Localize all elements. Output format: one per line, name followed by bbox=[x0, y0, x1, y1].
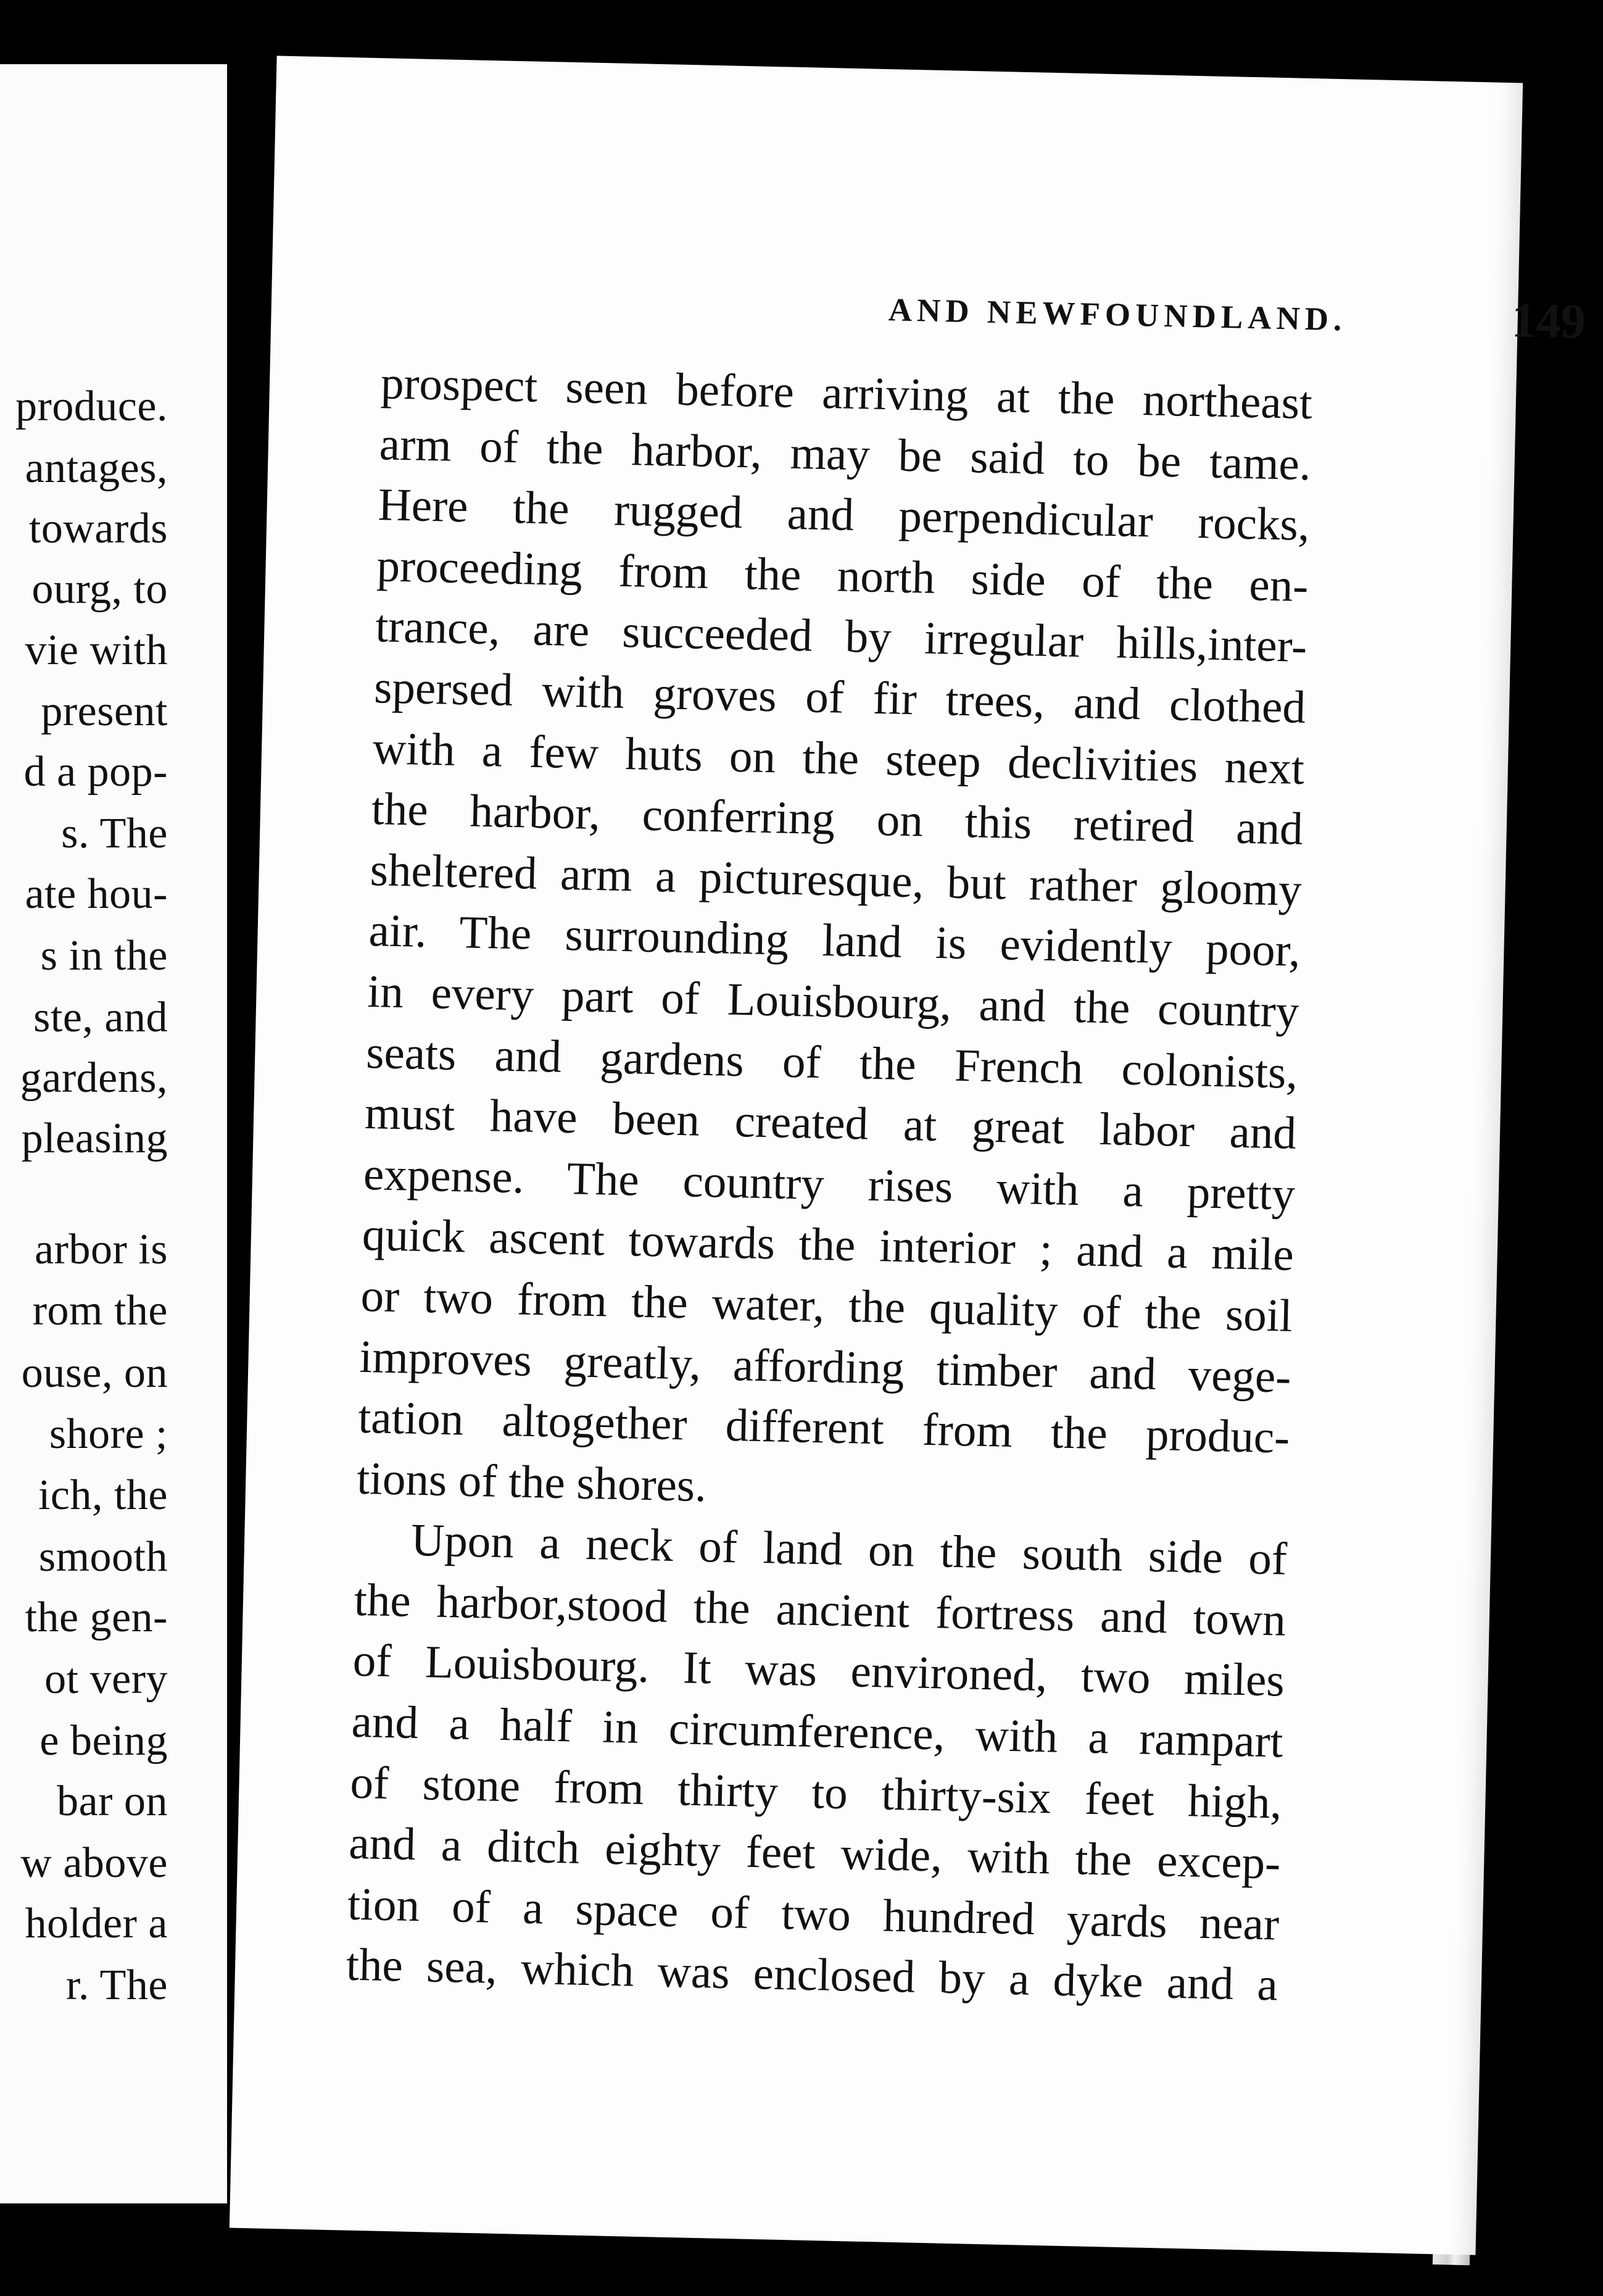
left-page-line: shore ; bbox=[49, 1410, 168, 1458]
left-page-line: the gen- bbox=[25, 1594, 168, 1641]
text-line: quick ascent towards the interior ; and a mile bbox=[362, 1209, 1294, 1281]
text-line: tation altogether different from the produc- bbox=[357, 1391, 1291, 1463]
left-page-line: bar on bbox=[57, 1778, 168, 1825]
left-page-line: s. The bbox=[61, 810, 168, 857]
left-page-line: gardens, bbox=[20, 1054, 168, 1102]
left-page-line: arbor is bbox=[35, 1226, 168, 1273]
text-line: sheltered arm a picturesque, but rather gloomy bbox=[369, 844, 1303, 916]
left-page-line: smooth bbox=[38, 1533, 168, 1581]
left-page-line: d a pop- bbox=[23, 748, 168, 796]
text-line: must have been created at great labor and bbox=[364, 1088, 1297, 1159]
text-line: or two from the water, the quality of the soil bbox=[360, 1270, 1293, 1342]
left-page-line: ste, and bbox=[33, 994, 168, 1041]
text-line: and a half in circumference, with a rampart bbox=[350, 1695, 1284, 1768]
running-head: AND NEWFOUNDLAND. bbox=[888, 292, 1347, 338]
left-page-line: w above bbox=[20, 1839, 168, 1887]
left-page-line: vie with bbox=[25, 626, 168, 674]
text-line: expense. The country rises with a pretty bbox=[363, 1148, 1296, 1220]
left-page-line: ot very bbox=[44, 1655, 168, 1703]
text-line: and a ditch eighty feet wide, with the excep- bbox=[348, 1817, 1282, 1889]
left-page-line: produce. bbox=[15, 383, 168, 430]
left-page-line: e being bbox=[39, 1717, 168, 1765]
current-page bbox=[230, 56, 1586, 2255]
left-page-line: present bbox=[41, 688, 168, 735]
paragraph-start-line: Upon a neck of land on the south side of bbox=[410, 1514, 1288, 1585]
left-page-line: ate hou- bbox=[25, 870, 168, 918]
text-line: spersed with groves of fir trees, and clothed bbox=[373, 662, 1306, 733]
left-page-line: rom the bbox=[32, 1287, 168, 1334]
text-line: tions of the shores. bbox=[356, 1452, 707, 1512]
text-line: improves greatly, affording timber and vege- bbox=[358, 1331, 1292, 1403]
left-page-line: ich, the bbox=[38, 1471, 168, 1519]
left-page-line: holder a bbox=[25, 1900, 168, 1947]
text-line: air. The surrounding land is evidently poor, bbox=[368, 905, 1301, 977]
left-page-line: r. The bbox=[65, 1961, 168, 2009]
body-text bbox=[346, 353, 1313, 2016]
left-page-line: s in the bbox=[40, 932, 168, 980]
left-page-line: antages, bbox=[25, 444, 168, 492]
text-line: arm of the harbor, may be said to be tame. bbox=[379, 418, 1312, 490]
page-number: 149 bbox=[1510, 293, 1586, 349]
text-line: trance, are succeeded by irregular hills,inter- bbox=[375, 601, 1308, 673]
text-line: in every part of Louisbourg, and the country bbox=[367, 965, 1300, 1038]
left-page-line: ouse, on bbox=[21, 1349, 168, 1397]
text-line: proceeding from the north side of the en- bbox=[376, 539, 1309, 612]
text-line: seats and gardens of the French colonists, bbox=[365, 1026, 1298, 1099]
text-line: the sea, which was enclosed by a dyke and a bbox=[346, 1939, 1278, 2011]
previous-page-fragment bbox=[0, 64, 227, 2203]
text-line: with a few huts on the steep declivities next bbox=[372, 722, 1305, 794]
left-page-line: pleasing bbox=[21, 1115, 168, 1162]
text-line: Here the rugged and perpendicular rocks, bbox=[377, 479, 1311, 551]
text-line: the harbor, conferring on this retired and bbox=[371, 783, 1304, 855]
text-line: prospect seen before arriving at the northeast bbox=[380, 357, 1313, 430]
text-line: of stone from thirty to thirty-six feet high, bbox=[349, 1757, 1283, 1829]
left-page-line: towards bbox=[28, 505, 168, 552]
left-page-line: ourg, to bbox=[31, 565, 168, 613]
text-line: tion of a space of two hundred yards near bbox=[347, 1878, 1280, 1950]
text-line: of Louisbourg. It was environed, two miles bbox=[352, 1635, 1285, 1707]
text-line: the harbor,stood the ancient fortress and town bbox=[354, 1574, 1286, 1646]
